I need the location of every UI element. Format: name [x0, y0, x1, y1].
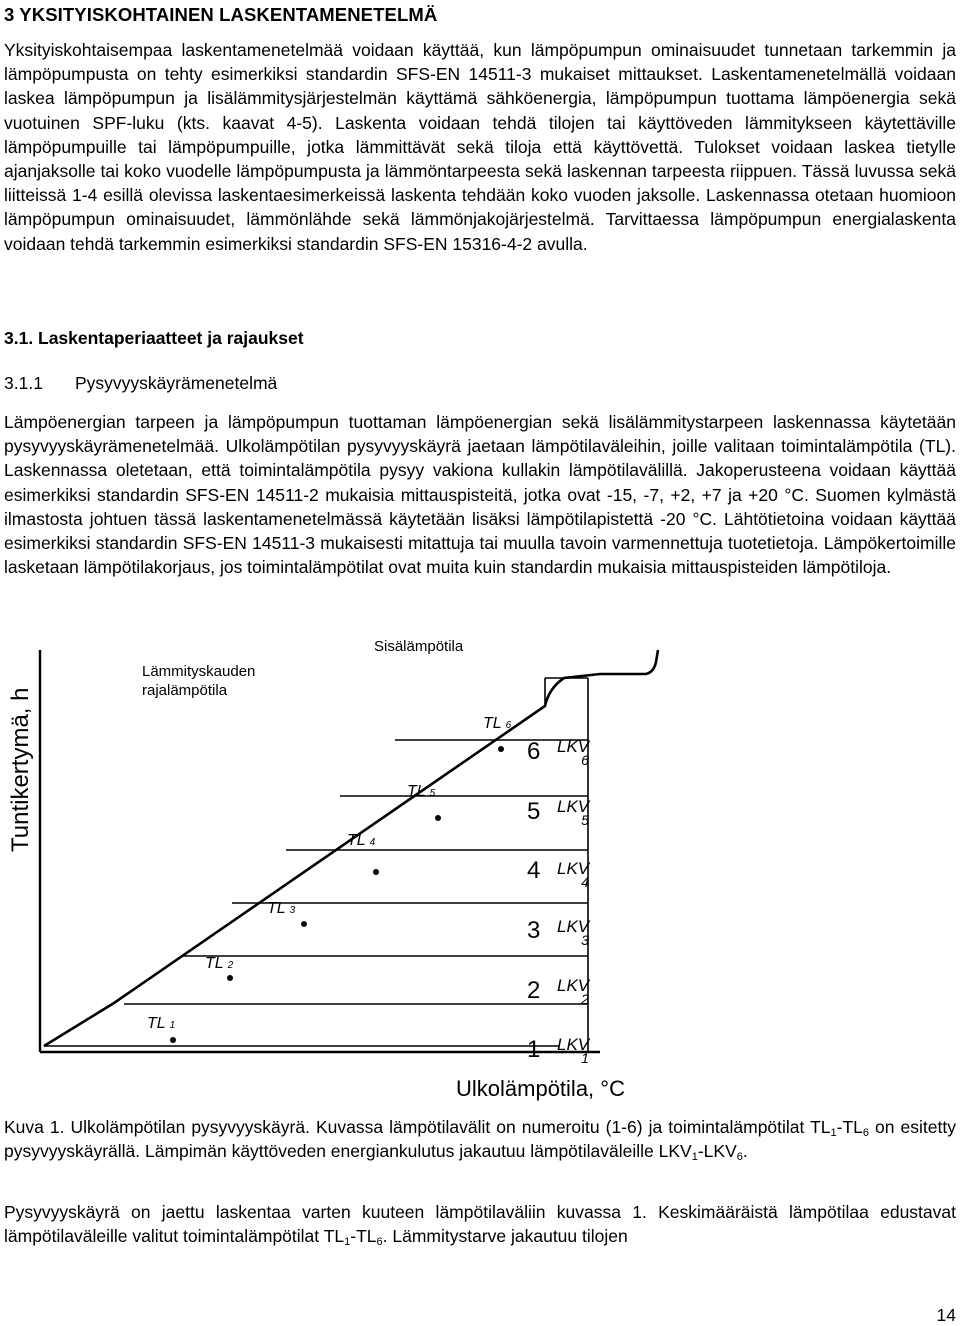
tl-labels	[147, 715, 512, 1032]
caption-sub-1: 1	[830, 1127, 837, 1139]
intro-paragraph: Yksityiskohtaisempaa laskentamenetelmää voidaan käyttää, kun lämpöpumpun ominaisuudet tunnetaan tarkemmin ja lämpöpumpusta on tehty esimerkiksi standardin SFS-EN 14511-3 mukaiset mittaukset. Laskentamenetelmällä voidaan laskea lämpöpumpun ja lisälämmitysjärjestelmän käyttämä sähköenergia, lämpöpumpun tuottama lämpöenergia sekä vuotuinen SPF-luku (kts. kaavat 4-5). Laskenta voidaan tehdä tilojen tai käyttöveden lämmitykseen käytettäville lämpöpumpuille tai lämpöpumpuille, jotka lämmittävät sekä tiloja että käyttövettä. Tulokset voidaan laskea tietylle ajanjaksolle tai koko vuodelle lämpöpumpusta ja lämmöntarpeesta sekä laskennan tarpeesta riippuen. Tässä luvussa sekä liitteissä 1-4 esillä olevissa laskentaesimerkeissä laskenta tehdään koko vuoden jaksolle. Laskennassa otetaan huomioon lämpöpumpun ominaisuudet, lämmönlähde sekä lämmönjakojärjestelmä. Tarvittaessa lämpöpumpun energialaskenta voidaan tehdä tarkemmin esimerkiksi standardin SFS-EN 15316-4-2 avulla.	[4, 40, 956, 254]
operating-points	[170, 746, 504, 1043]
subsection-number: 3.1.1	[4, 373, 43, 393]
caption-text-4: -LKV	[697, 1141, 737, 1162]
tl-label-6: TL 6	[483, 715, 512, 732]
final-sub-1: 1	[344, 1236, 351, 1249]
tl2-point	[227, 975, 233, 981]
tl6-point	[498, 746, 504, 752]
duration-curve-figure	[4, 628, 704, 1108]
interval-number-6: 6	[527, 738, 541, 765]
caption-text-2: -TL	[836, 1117, 863, 1137]
caption-sub-4: 6	[736, 1151, 743, 1164]
lkv-labels	[557, 737, 591, 1066]
interval-numbers	[527, 738, 540, 1063]
lkv-label-3: LKV 3	[557, 917, 590, 948]
caption-text-5: .	[742, 1141, 748, 1162]
caption-text-1: Kuva 1. Ulkolämpötilan pysyvyyskäyrä. Kuvassa lämpötilavälit on numeroitu (1-6) ja toimintalämpötilat TL	[4, 1117, 831, 1137]
chapter-heading: 3 YKSITYISKOHTAINEN LASKENTAMENETELMÄ	[4, 4, 438, 25]
tl5-point	[435, 815, 441, 821]
interval-number-1: 1	[527, 1036, 541, 1063]
page-number: 14	[936, 1305, 956, 1325]
lkv-label-4: LKV 4	[557, 859, 590, 890]
tl-label-2: TL 2	[205, 955, 234, 972]
limit-temperature-label-line1: Lämmityskauden	[142, 663, 256, 680]
final-text-3: . Lämmitystarve jakautuu tilojen	[382, 1226, 628, 1247]
final-text-1: Pysyvyyskäyrä on jaettu laskentaa varten kuuteen lämpötilaväliin kuvassa 1. Keskimääräistä lämpötilaa edustavat lämpötilaväleille valitut toimintalämpötilat TL	[4, 1202, 956, 1247]
interval-number-2: 2	[527, 977, 541, 1004]
interval-number-5: 5	[527, 798, 541, 825]
tl3-point	[301, 921, 307, 927]
final-paragraph	[4, 1200, 956, 1248]
section-title: Laskentaperiaatteet ja rajaukset	[38, 328, 304, 348]
method-paragraph: Lämpöenergian tarpeen ja lämpöpumpun tuottaman lämpöenergian sekä lisälämmitystarpeen laskennassa käytetään pysyvyyskäyrämenetelmää. Ulkolämpötilan pysyvyyskäyrä jaetaan lämpötilaväleihin, joille valitaan toimintalämpötila (TL). Laskennassa oletetaan, että toimintalämpötila pysyy vakiona kullakin lämpötilavälillä. Jakoperusteena voidaan käyttää esimerkiksi standardin SFS-EN 14511-2 mukaisia mittauspisteitä, jotka ovat -15, -7, +2, +7 ja +20 °C. Suomen kylmästä ilmastosta johtuen tässä laskentamenetelmässä käytetään lisäksi lämpötilapistettä -20 °C. Lähtötietoina voidaan käyttää esimerkiksi standardin SFS-EN 14511-3 mukaisesti mitattuja tai muulla tavoin varmennettuja tuotetietoja. Lämpökertoimille lasketaan lämpötilakorjaus, jos toimintalämpötilat ovat muita kuin standardin mukaisia mittauspisteiden lämpötiloja.	[4, 412, 956, 578]
x-axis-label: Ulkolämpötila, °C	[456, 1076, 625, 1101]
interval-number-3: 3	[527, 917, 541, 944]
figure-caption	[4, 1115, 956, 1163]
tl4-point	[373, 869, 379, 875]
tl-label-3: TL 3	[267, 900, 296, 917]
indoor-temperature-label: Sisälämpötila	[374, 638, 464, 655]
caption-sub-2: 6	[862, 1127, 870, 1139]
y-axis-label: Tuntikertymä, h	[7, 687, 34, 852]
subsection-title: Pysyvyyskäyrämenetelmä	[75, 373, 278, 393]
lkv-label-1: LKV 1	[557, 1035, 590, 1066]
lkv-label-5: LKV 5	[557, 797, 590, 828]
lkv-label-2: LKV 2	[557, 976, 590, 1007]
tl1-point	[170, 1037, 176, 1043]
caption-text-3: on esitetty pysyvyyskäyrällä. Lämpimän käyttöveden energiankulutus jakautuu lämpötilaväleille LKV	[4, 1117, 956, 1162]
final-sub-2: 6	[376, 1236, 383, 1249]
tl-label-1: TL 1	[147, 1015, 176, 1032]
interval-number-4: 4	[527, 857, 541, 884]
subsection-heading	[4, 373, 277, 394]
document-page	[4, 0, 956, 1326]
section-heading	[4, 328, 304, 349]
tl-label-5: TL 5	[407, 783, 436, 800]
section-number: 3.1.	[4, 328, 34, 348]
caption-sub-3: 1	[691, 1151, 698, 1164]
limit-temperature-label-line2: rajalämpötila	[142, 682, 228, 699]
final-text-2: -TL	[350, 1226, 377, 1247]
tl-label-4: TL 4	[347, 832, 376, 849]
lkv-label-6: LKV 6	[557, 737, 590, 768]
